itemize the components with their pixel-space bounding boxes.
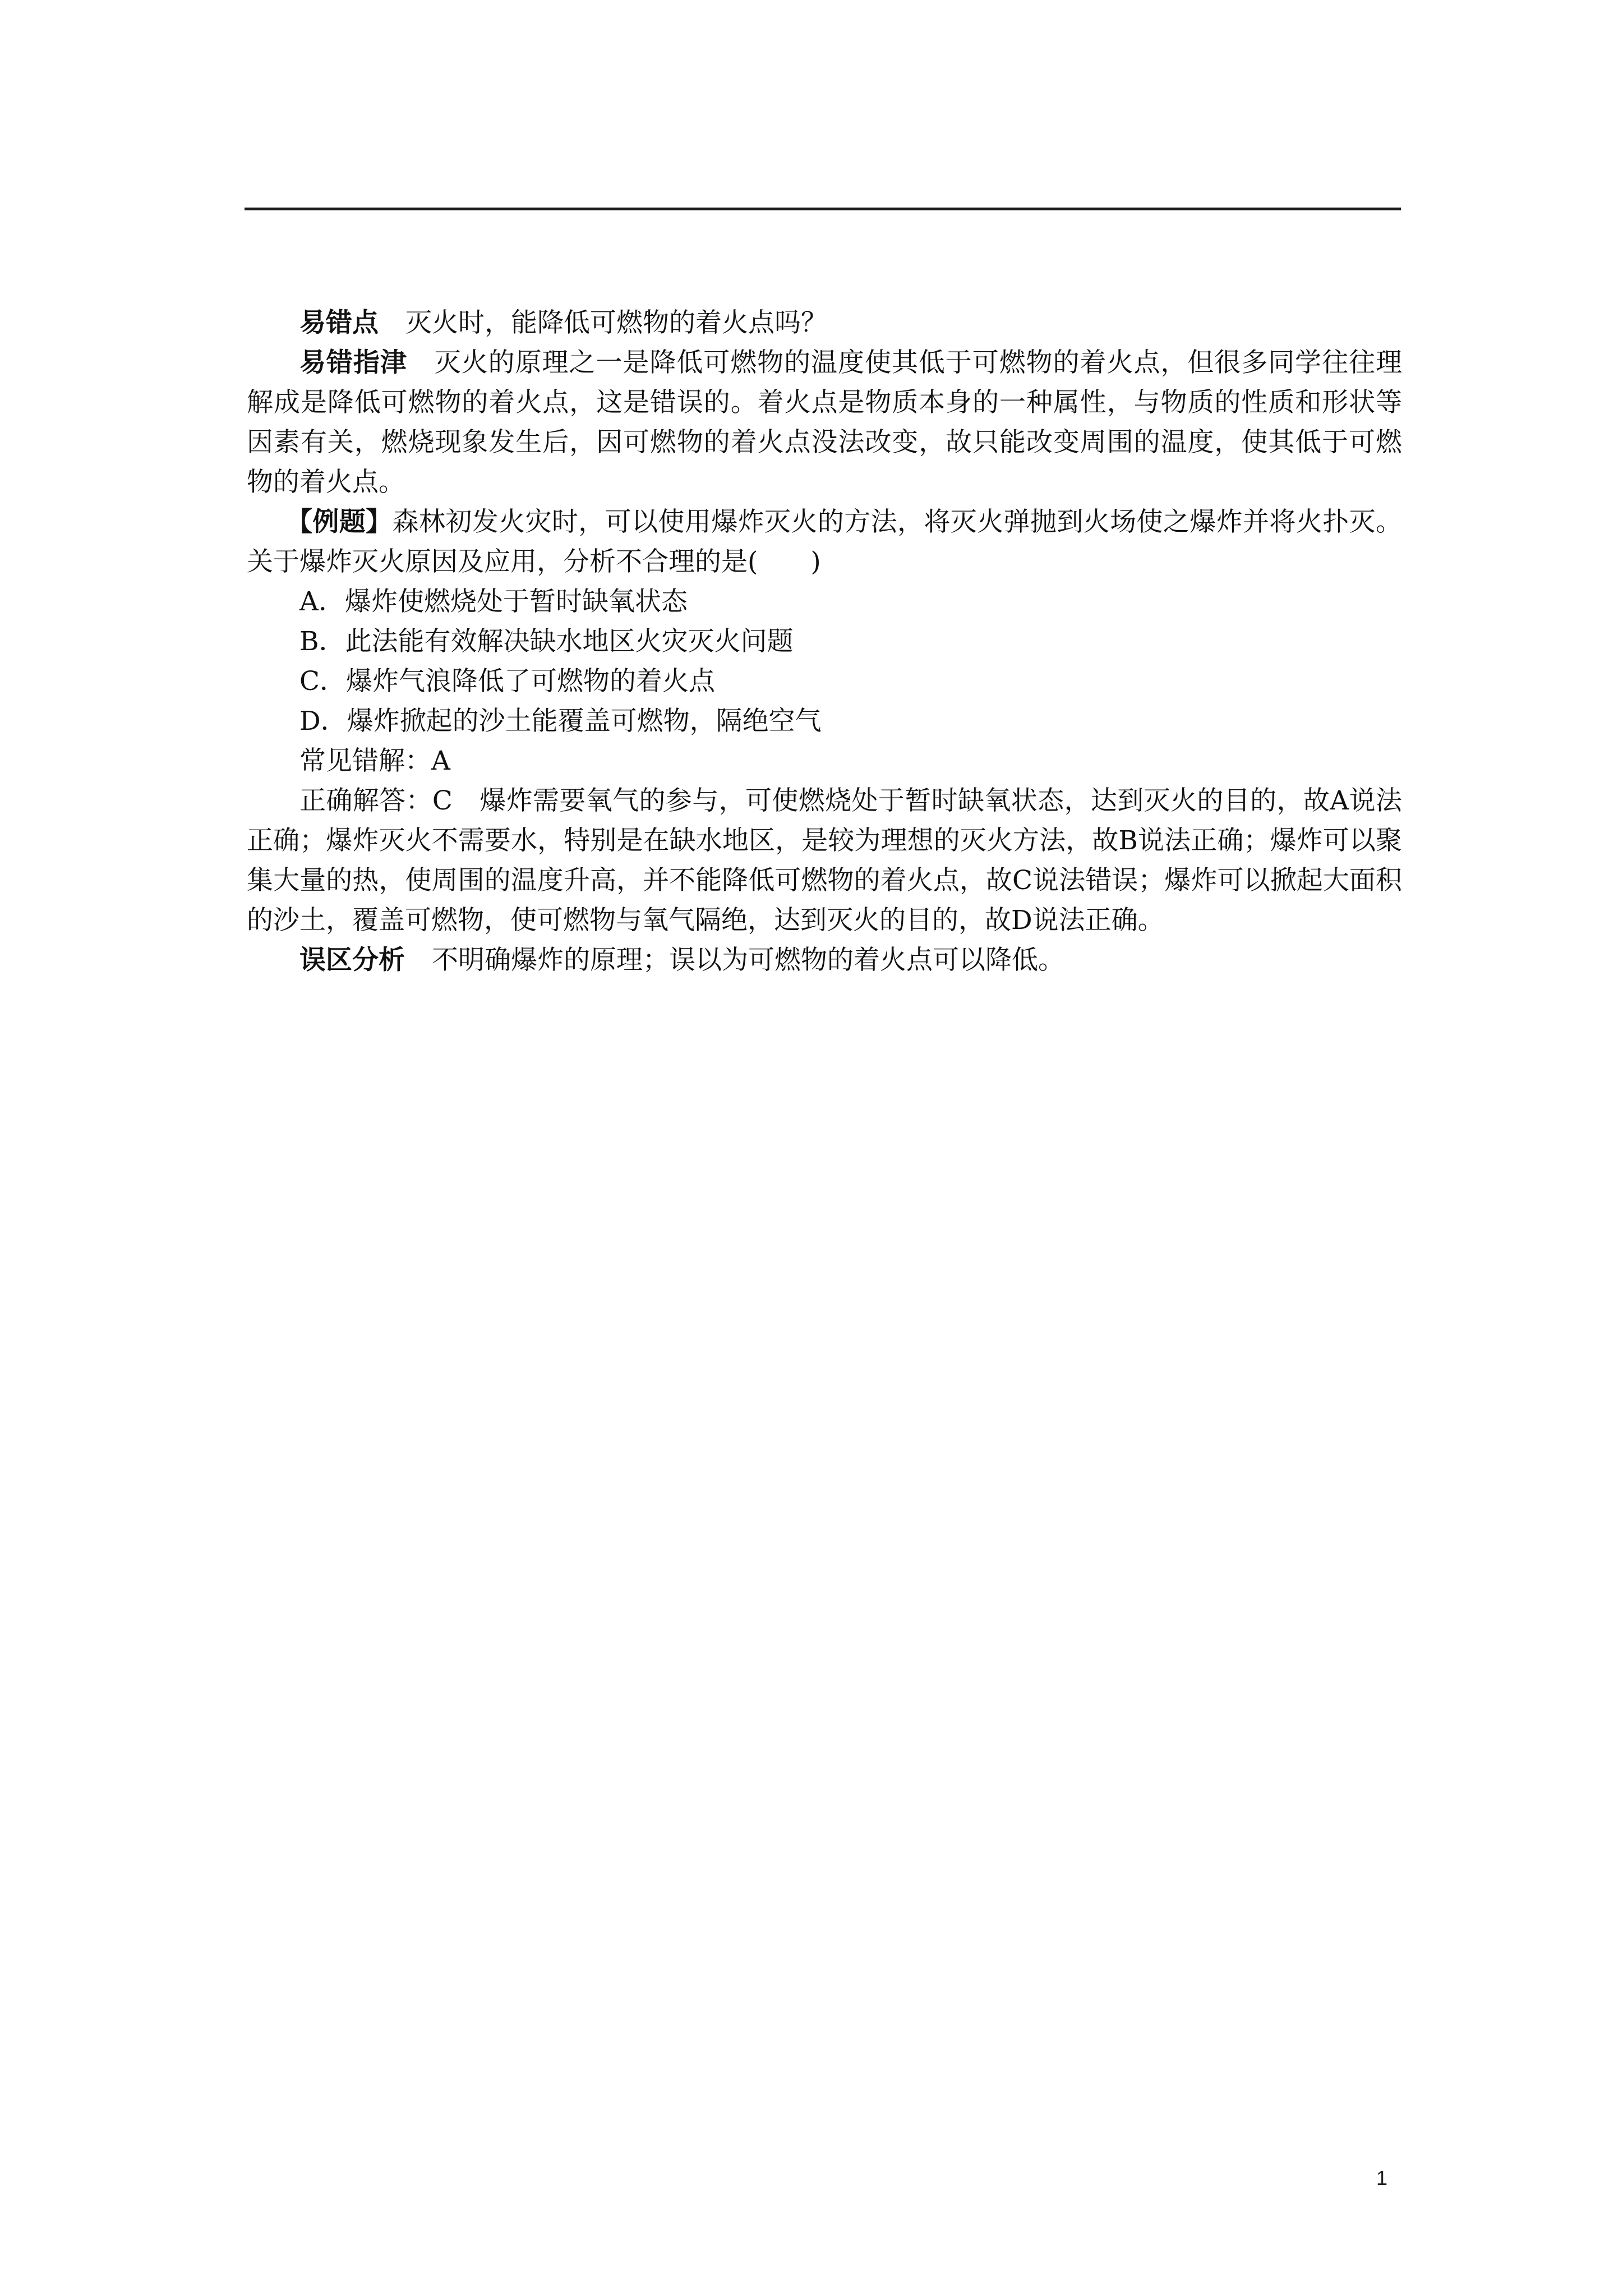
error-point-label: 易错点: [299, 307, 379, 338]
correct-answer-explanation: 爆炸需要氧气的参与，可使燃烧处于暂时缺氧状态，达到灭火的目的，故A说法正确；爆炸灭火不需要水，特别是在缺水地区，是较为理想的灭火方法，故B说法正确；爆炸可以聚集大量的热，使周围的温度升高，并不能降低可燃物的着火点，故C说法错误；爆炸可以掀起大面积的沙土，覆盖可燃物，使可燃物与氧气隔绝，达到灭火的目的，故D说法正确。: [247, 785, 1402, 936]
document-body: [247, 303, 1402, 980]
error-guide-text: 灭火的原理之一是降低可燃物的温度使其低于可燃物的着火点，但很多同学往往理解成是降低可燃物的着火点，这是错误的。着火点是物质本身的一种属性，与物质的性质和形状等因素有关，燃烧现象发生后，因可燃物的着火点没法改变，故只能改变周围的温度，使其低于可燃物的着火点。: [247, 347, 1403, 498]
example-label: 【例题】: [286, 507, 393, 537]
option-b: B．此法能有效解决缺水地区火灾灭火问题: [299, 626, 794, 657]
error-point-paragraph: [247, 303, 1402, 343]
misconception-text: 不明确爆炸的原理；误以为可燃物的着火点可以降低。: [432, 945, 1064, 976]
option-a: A．爆炸使燃烧处于暂时缺氧状态: [299, 586, 688, 617]
common-error-line: 常见错解：A: [299, 746, 450, 776]
example-paragraph: [247, 502, 1402, 582]
page-number: 1: [1376, 2166, 1388, 2189]
misconception-paragraph: [247, 940, 1402, 980]
option-c: C．爆炸气浪降低了可燃物的着火点: [299, 666, 715, 697]
header-rule: [245, 208, 1401, 210]
error-guide-paragraph: [247, 343, 1402, 502]
correct-answer-label: 正确解答：C: [299, 785, 453, 816]
example-question: 森林初发火灾时，可以使用爆炸灭火的方法，将灭火弹抛到火场使之爆炸并将火扑灭。关于爆炸灭火原因及应用，分析不合理的是( ): [247, 507, 1402, 577]
correct-answer-paragraph: [247, 781, 1402, 940]
misconception-label: 误区分析: [299, 945, 405, 976]
option-d: D．爆炸掀起的沙土能覆盖可燃物，隔绝空气: [299, 706, 822, 737]
error-guide-label: 易错指津: [299, 347, 407, 378]
error-point-question: 灭火时，能降低可燃物的着火点吗？: [405, 307, 827, 338]
